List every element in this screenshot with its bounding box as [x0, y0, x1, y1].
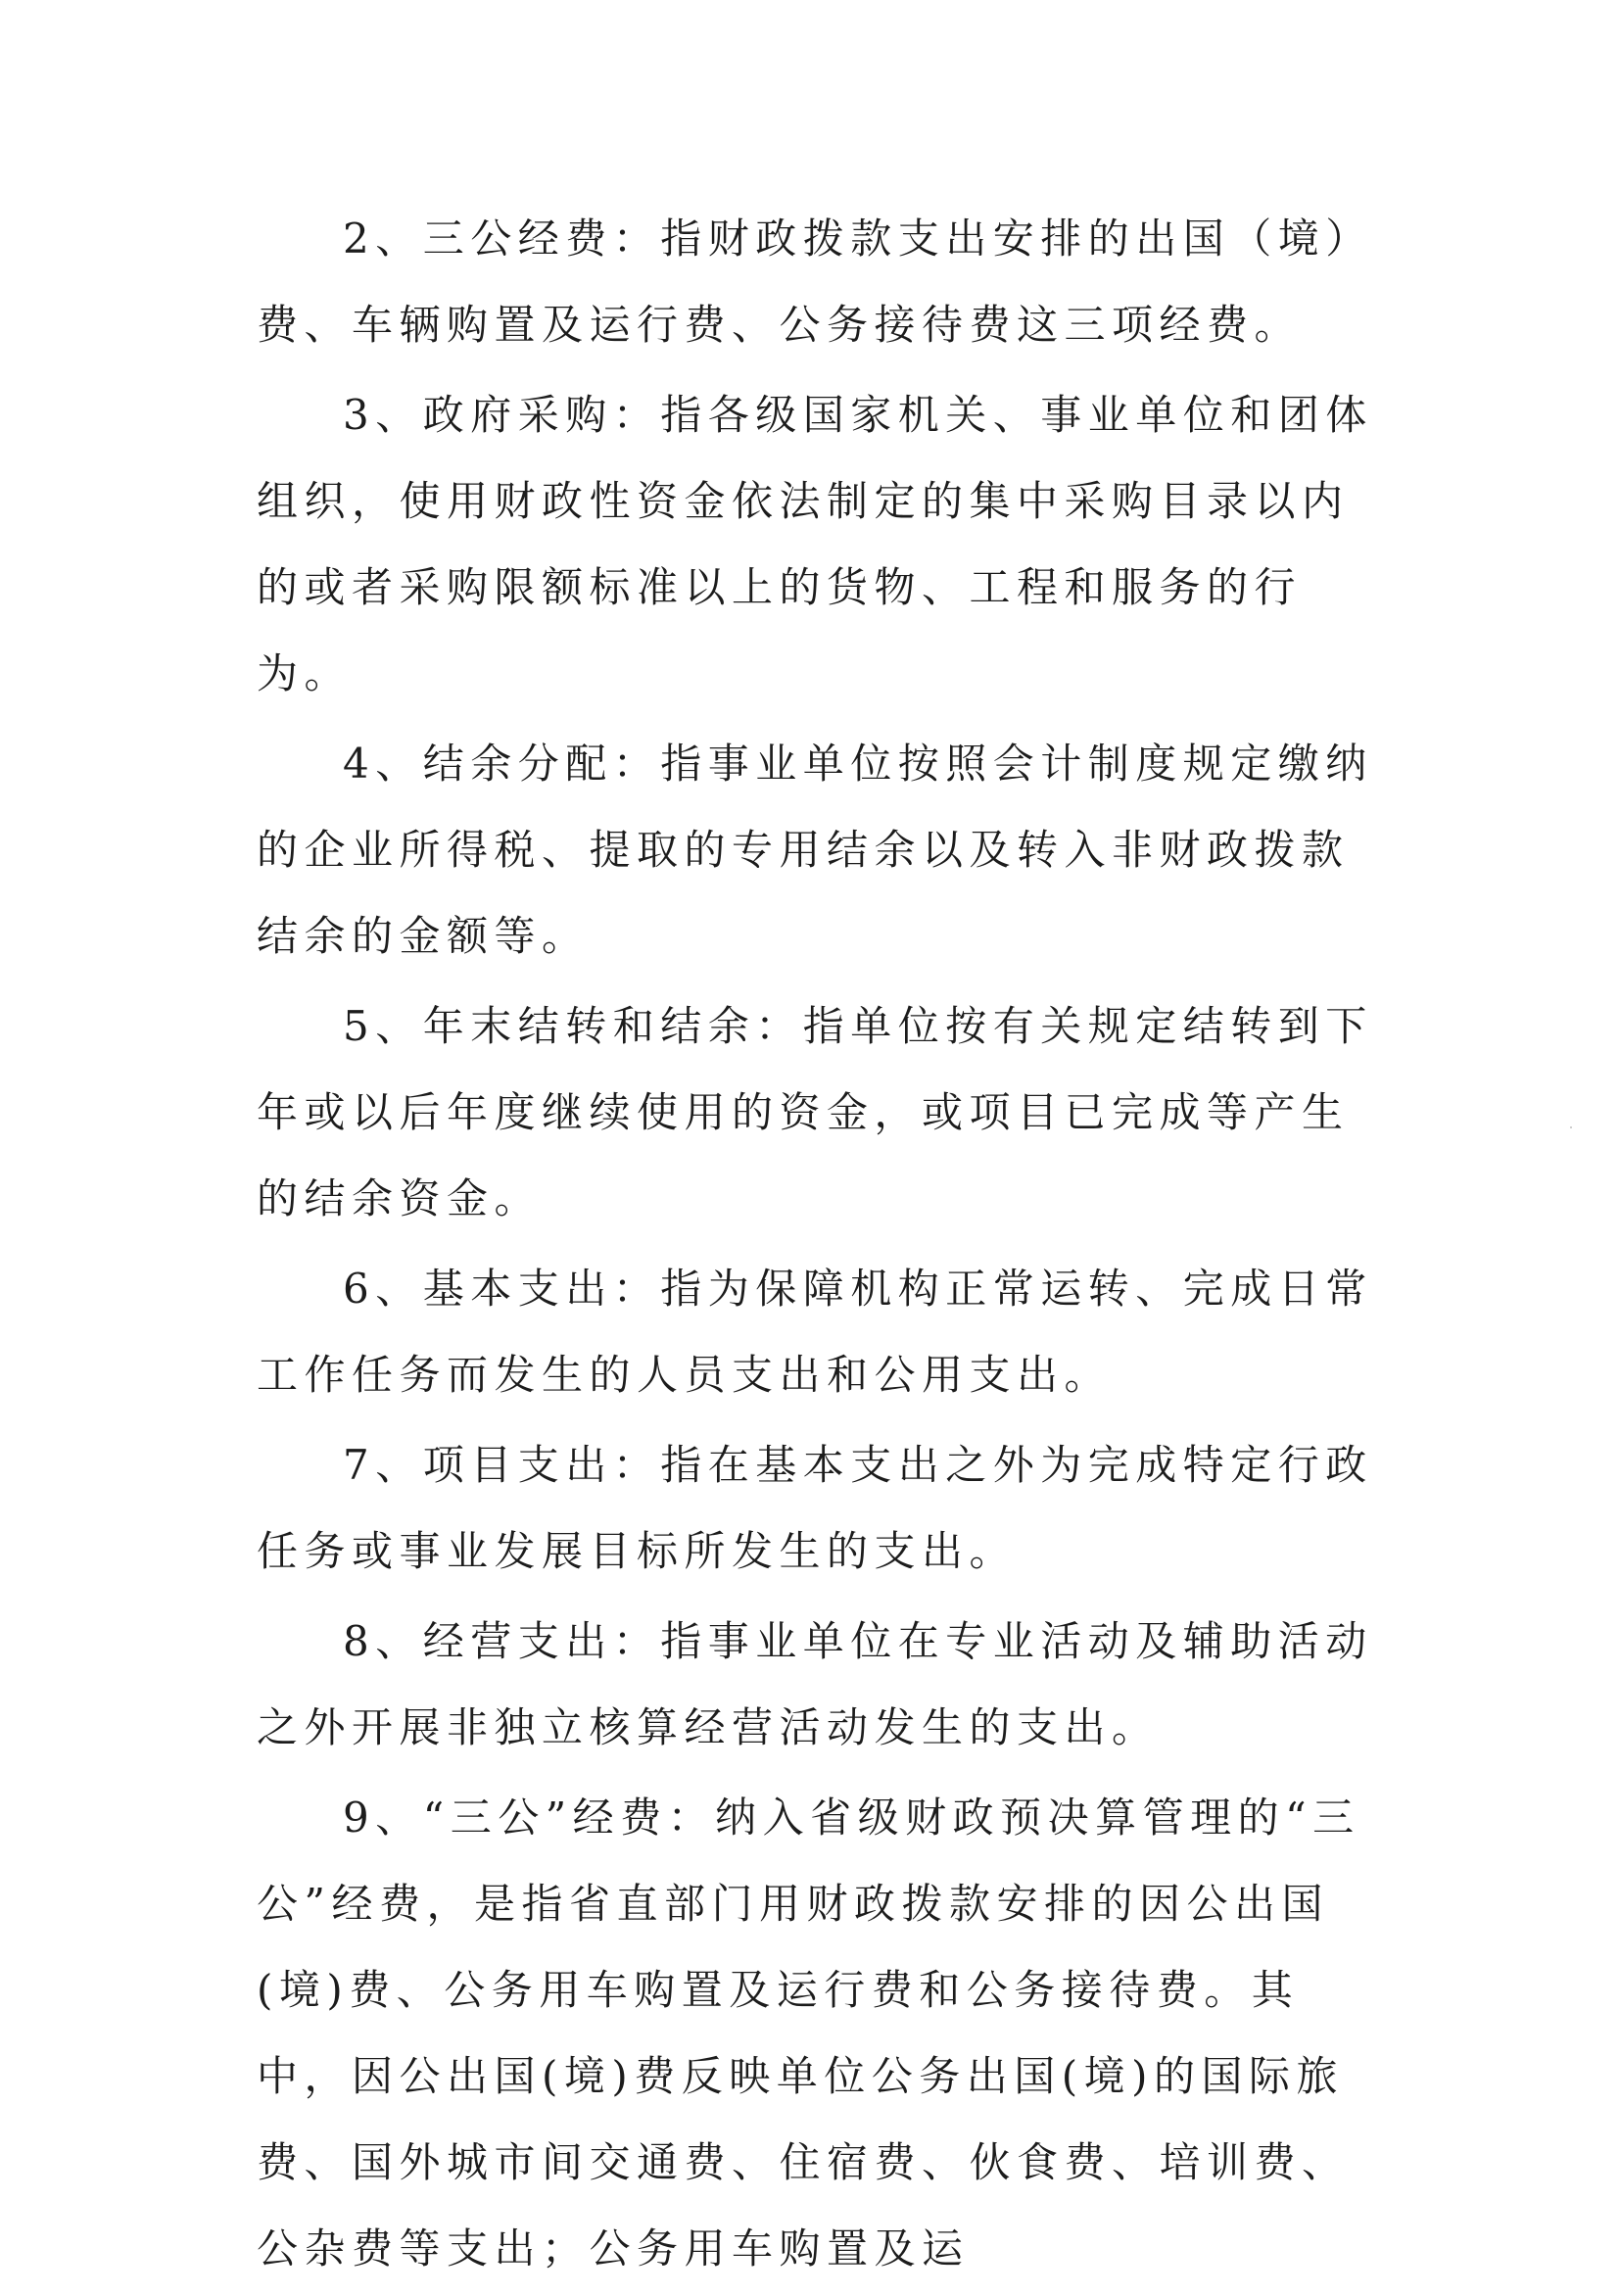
scan-speck — [1570, 1126, 1572, 1128]
paragraph-item-9: 9、“三公”经费：纳入省级财政预决算管理的“三公”经费，是指省直部门用财政拨款安排的因公出国(境)费、公务用车购置及运行费和公务接待费。其中，因公出国(境)费反映单位公务出国(境)的国际旅费、国外城市间交通费、住宿费、伙食费、培训费、公杂费等支出；公务用车购置及运 — [257, 1794, 1360, 2272]
paragraph-item-4: 4、结余分配：指事业单位按照会计制度规定缴纳的企业所得税、提取的专用结余以及转入非财政拨款结余的金额等。 — [257, 740, 1373, 960]
paragraph-item-3: 3、政府采购：指各级国家机关、事业单位和团体组织，使用财政性资金依法制定的集中采购目录以内的或者采购限额标准以上的货物、工程和服务的行为。 — [257, 391, 1373, 697]
paragraph-item-6: 6、基本支出：指为保障机构正常运转、完成日常工作任务而发生的人员支出和公用支出。 — [257, 1265, 1373, 1399]
body-text — [257, 196, 1383, 2296]
paragraph-item-2: 2、三公经费：指财政拨款支出安排的出国（境）费、车辆购置及运行费、公务接待费这三项经费。 — [257, 215, 1373, 349]
paragraph-item-5: 5、年末结转和结余：指单位按有关规定结转到下年或以后年度继续使用的资金，或项目已完成等产生的结余资金。 — [257, 1002, 1373, 1222]
paragraph-item-8: 8、经营支出：指事业单位在专业活动及辅助活动之外开展非独立核算经营活动发生的支出。 — [257, 1617, 1373, 1751]
paragraph-item-7: 7、项目支出：指在基本支出之外为完成特定行政任务或事业发展目标所发生的支出。 — [257, 1441, 1373, 1575]
